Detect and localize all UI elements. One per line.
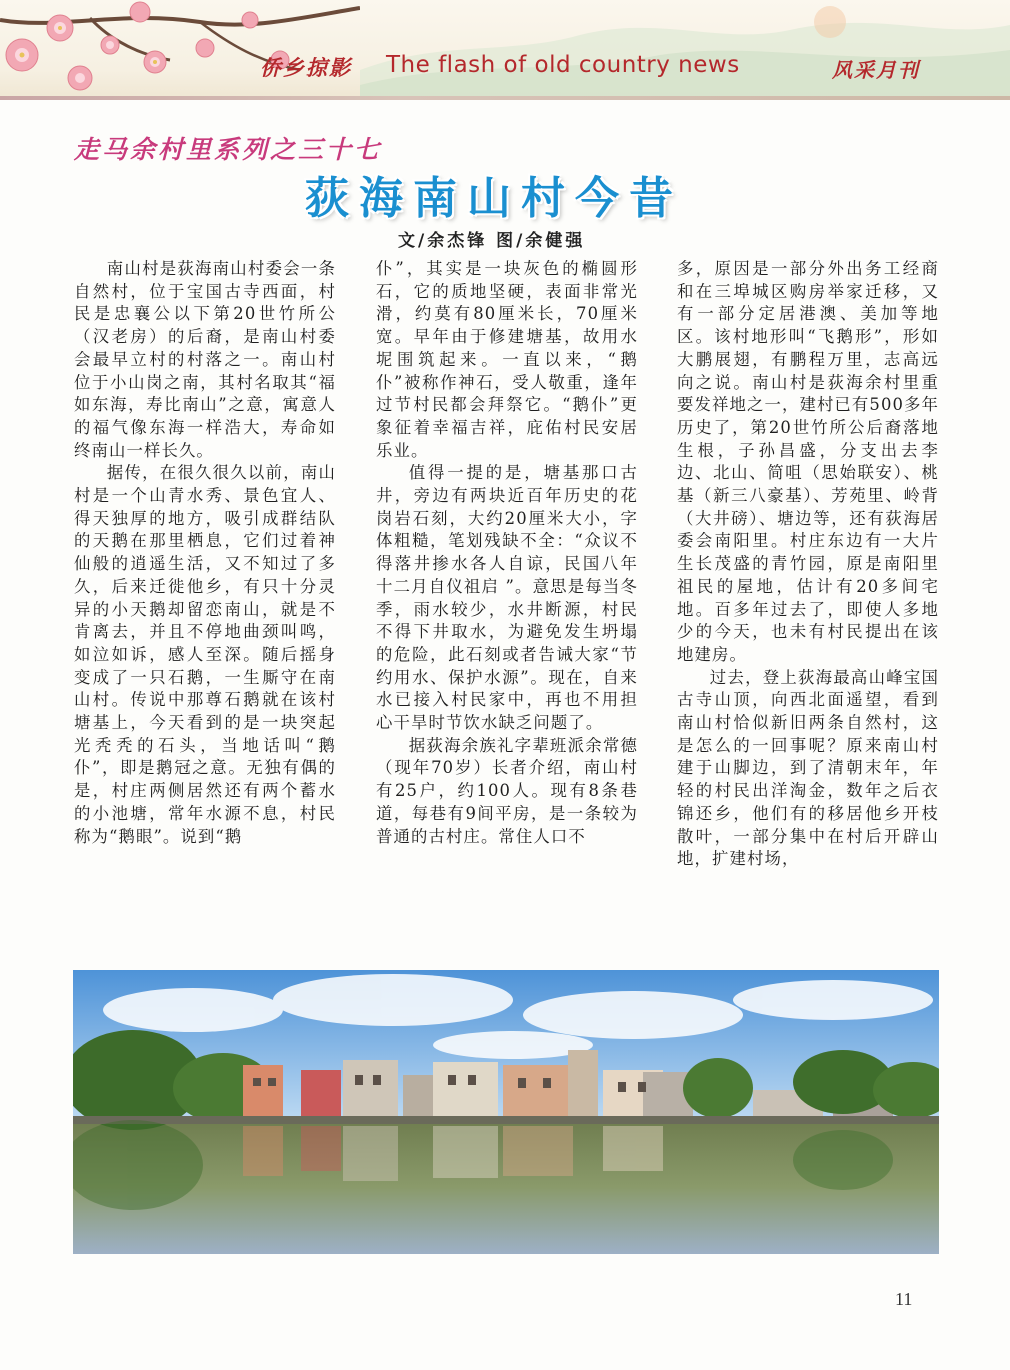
byline: 文/余杰锋 图/余健强 bbox=[398, 231, 586, 251]
text-column-1 bbox=[74, 258, 336, 958]
text-column-3 bbox=[677, 258, 939, 958]
plum-blossom-decoration bbox=[0, 0, 360, 100]
column-label-english: The flash of old country news bbox=[386, 52, 740, 78]
paragraph: 仆”，其实是一块灰色的椭圆形石，它的质地坚硬，表面非常光滑，约莫有80厘米长，70厘米宽。早年由于修建塘基，故用水坭围筑起来。一直以来，“鹅仆”被称作神石，受人敬重，逢年过节村民都会拜祭它。“鹅仆”更象征着幸福吉祥，庇佑村民安居乐业。 bbox=[376, 259, 638, 460]
paragraph: 多，原因是一部分外出务工经商和在三埠城区购房举家迁移，又有一部分定居港澳、美加等地区。该村地形叫“飞鹅形”，形如大鹏展翅，有鹏程万里，志高远向之说。南山村是荻海余村里重要发祥地之一，建村已有500多年历史了，第20世竹所公后裔落地生根，子孙昌盛，分支出去李边、北山、简咀（思始联安）、桃基（新三八豪基）、芳苑里、岭背（大井磅）、塘边等，还有荻海居委会南阳里。村庄东边有一大片生长茂盛的青竹园，原是南阳里祖民的屋地，估计有20多间宅地。百多年过去了，即使人多地少的今天，也未有村民提出在该地建房。 bbox=[677, 259, 939, 664]
text-column-2 bbox=[376, 258, 638, 958]
page-number: 11 bbox=[895, 1289, 913, 1309]
paragraph: 过去，登上荻海最高山峰宝国古寺山顶，向西北面遥望，看到南山村恰似新旧两条自然村，这是怎么的一回事呢？原来南山村建于山脚边，到了清朝末年，年轻的村民出洋淘金，数年之后衣锦还乡，他们有的移居他乡开枝散叶，一部分集中在村后开辟山地，扩建村场， bbox=[677, 667, 939, 869]
magazine-name: 风采月刊 bbox=[832, 58, 920, 82]
paragraph: 南山村是荻海南山村委会一条自然村，位于宝国古寺西面，村民是忠襄公以下第20世竹所公（汉老房）的后裔，是南山村委会最早立村的村落之一。南山村位于小山岗之南，其村名取其“福如东海，寿比南山”之意，寓意人的福气像东海一样浩大，寿命如终南山一样长久。 bbox=[74, 259, 336, 460]
paragraph: 值得一提的是，塘基那口古井，旁边有两块近百年历史的花岗岩石刻，大约20厘米大小，字体粗糙，笔划残缺不全：“众议不得落井掺水各人自谅，民国八年十二月自仪祖启 ”。意思是每当冬季，雨水较少，水井断源，村民不得下井取水，为避免发生坍塌的危险，此石刻或者告诫大家“节约用水、保护水源”。现在，自来水已接入村民家中，再也不用担心干旱时节饮水缺乏问题了。 bbox=[376, 463, 638, 733]
paragraph: 据传，在很久很久以前，南山村是一个山青水秀、景色宜人、得天独厚的地方，吸引成群结队的天鹅在那里栖息，它们过着神仙般的逍遥生活，又不知过了多久，后来迁徙他乡，有只十分灵异的小天鹅却留恋南山，就是不肯离去，并且不停地曲颈叫鸣，如泣如诉，感人至深。随后摇身变成了一只石鹅，一生厮守在南山村。传说中那尊石鹅就在该村塘基上，今天看到的是一块突起光秃秃的石头，当地话叫“鹅仆”，即是鹅冠之意。无独有偶的是，村庄两侧居然还有两个蓄水的小池塘，常年水源不息，村民称为“鹅眼”。说到“鹅 bbox=[74, 463, 336, 846]
series-title: 走马余村里系列之三十七 bbox=[74, 135, 383, 164]
photo-illustration bbox=[73, 970, 939, 1254]
village-pond-photo bbox=[73, 970, 939, 1254]
mountain-decoration bbox=[360, 0, 1010, 100]
header-divider bbox=[0, 96, 1010, 100]
column-label: 侨乡掠影 bbox=[260, 55, 352, 80]
article-title: 荻海南山村今昔 bbox=[305, 173, 683, 224]
page-header bbox=[0, 0, 1010, 100]
paragraph: 据荻海余族礼字辈班派余常德（现年70岁）长者介绍，南山村有25户，约100人。现有8条巷道，每巷有9间平房，是一条较为普通的古村庄。常住人口不 bbox=[376, 735, 638, 846]
